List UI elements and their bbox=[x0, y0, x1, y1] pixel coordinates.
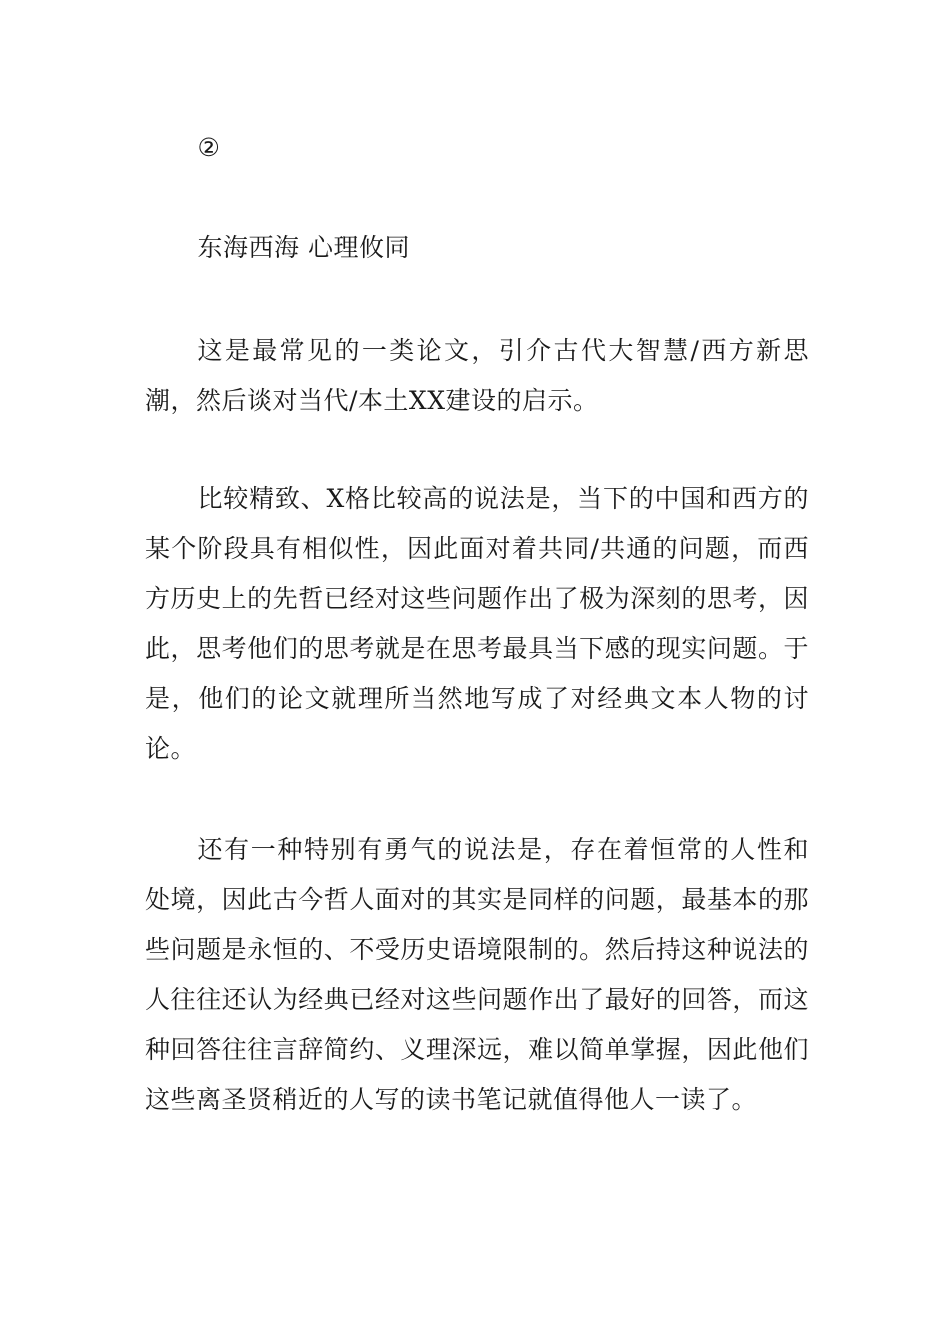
paragraph-1: 这是最常见的一类论文，引介古代大智慧/西方新思潮，然后谈对当代/本土XX建设的启示。 bbox=[145, 336, 809, 415]
section-marker: ② bbox=[197, 133, 221, 162]
paragraph-3: 还有一种特别有勇气的说法是，存在着恒常的人性和处境，因此古今哲人面对的其实是同样的问题，最基本的那些问题是永恒的、不受历史语境限制的。然后持这种说法的人往往还认为经典已经对这些问题作出了最好的回答，而这种回答往往言辞简约、义理深远，难以简单掌握，因此他们这些离圣贤稍近的人写的读书笔记就值得他人一读了。 bbox=[145, 835, 809, 1114]
section-heading: 东海西海 心理攸同 bbox=[197, 233, 410, 262]
paragraph-2: 比较精致、X格比较高的说法是，当下的中国和西方的某个阶段具有相似性，因此面对着共同/共通的问题，而西方历史上的先哲已经对这些问题作出了极为深刻的思考，因此，思考他们的思考就是在思考最具当下感的现实问题。于是，他们的论文就理所当然地写成了对经典文本人物的讨论。 bbox=[145, 484, 809, 763]
